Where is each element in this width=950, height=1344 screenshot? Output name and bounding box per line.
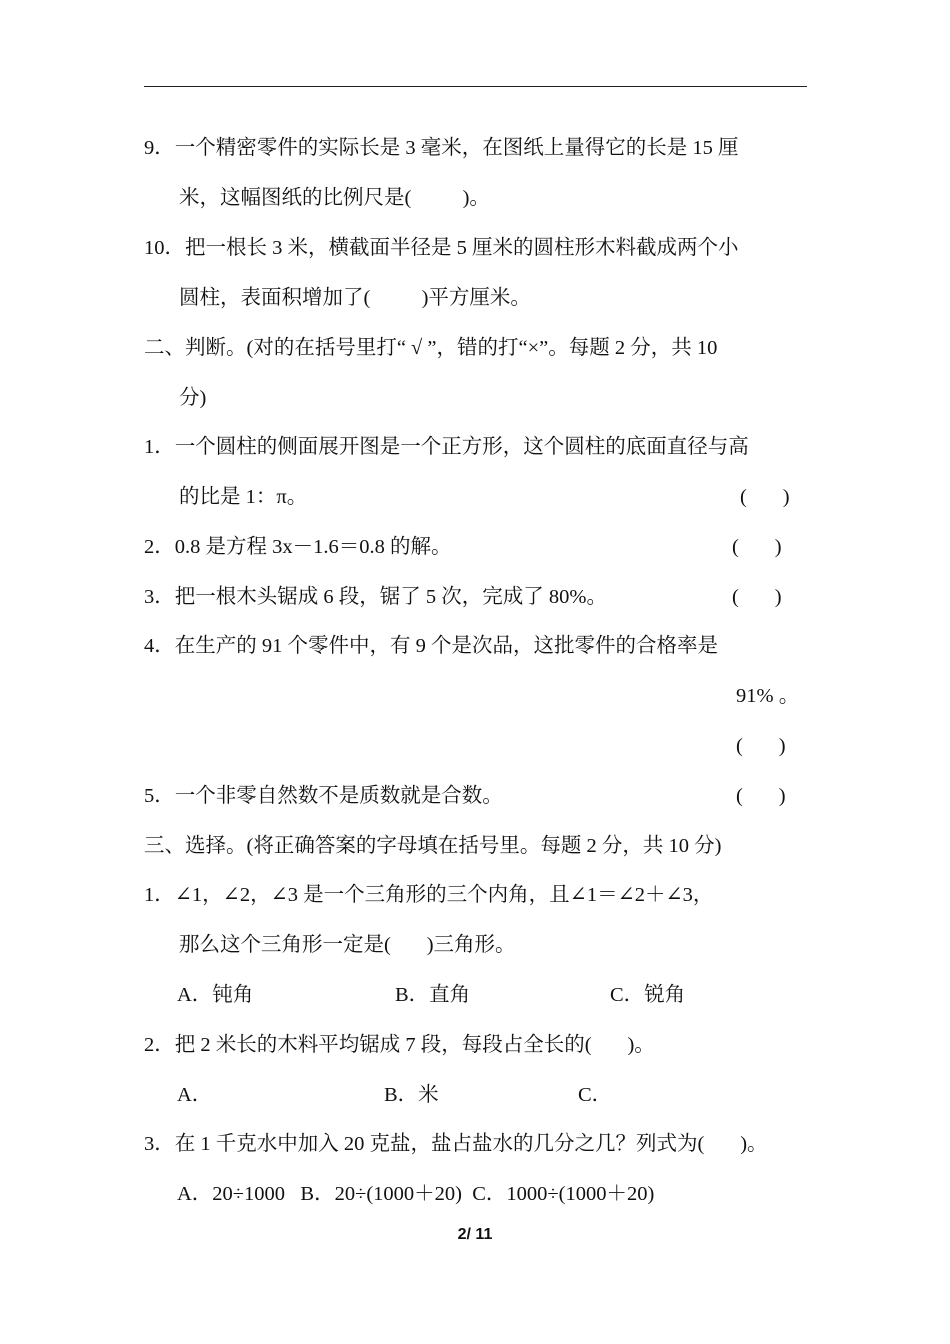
mc2-option-b[interactable]: B．米 [384, 1084, 439, 1106]
tf4-line2: 91% 。 [736, 685, 800, 707]
mc3-options[interactable]: A．20÷1000 B．20÷(1000＋20) C．1000÷(1000＋20) [177, 1183, 655, 1205]
tf5-answer-paren[interactable]: ( ) [736, 785, 786, 807]
tf3-answer-paren[interactable]: ( ) [732, 586, 782, 608]
tf1-line1: 1．一个圆柱的侧面展开图是一个正方形，这个圆柱的底面直径与高 [144, 436, 749, 458]
tf3-line1: 3．把一根木头锯成 6 段，锯了 5 次，完成了 80%。 [144, 586, 607, 608]
mc2-option-a[interactable]: A． [177, 1084, 213, 1106]
tf1-answer-paren[interactable]: ( ) [740, 486, 790, 508]
mc1-option-b[interactable]: B．直角 [395, 984, 471, 1006]
q10-line2: 圆柱，表面积增加了( )平方厘米。 [179, 287, 531, 309]
mc1-line1: 1．∠1，∠2，∠3 是一个三角形的三个内角，且∠1＝∠2＋∠3， [144, 884, 714, 906]
q10-line1: 10．把一根长 3 米，横截面半径是 5 厘米的圆柱形木料截成两个小 [144, 237, 739, 259]
mc3-line1: 3．在 1 千克水中加入 20 克盐，盐占盐水的几分之几？列式为( )。 [144, 1133, 768, 1155]
mc1-option-a[interactable]: A．钝角 [177, 984, 254, 1006]
section2-heading-line1: 二、判断。(对的在括号里打“ √ ”，错的打“×”。每题 2 分，共 10 [144, 337, 718, 359]
tf5-line1: 5．一个非零自然数不是质数就是合数。 [144, 785, 503, 807]
mc2-option-c[interactable]: C． [578, 1084, 613, 1106]
q9-line1: 9．一个精密零件的实际长是 3 毫米，在图纸上量得它的长是 15 厘 [144, 137, 739, 159]
mc1-option-c[interactable]: C．锐角 [610, 984, 686, 1006]
tf4-answer-paren[interactable]: ( ) [736, 735, 786, 757]
page-number: 2/ 11 [457, 1226, 493, 1243]
mc2-line1: 2．把 2 米长的木料平均锯成 7 段，每段占全长的( )。 [144, 1034, 655, 1056]
header-rule [144, 86, 807, 87]
tf2-answer-paren[interactable]: ( ) [732, 536, 782, 558]
mc1-line2: 那么这个三角形一定是( )三角形。 [179, 934, 516, 956]
tf2-line1: 2．0.8 是方程 3x－1.6＝0.8 的解。 [144, 536, 452, 558]
section2-heading-line2: 分) [179, 387, 207, 409]
tf1-line2: 的比是 1：π。 [179, 486, 308, 508]
tf4-line1: 4．在生产的 91 个零件中，有 9 个是次品，这批零件的合格率是 [144, 635, 718, 657]
section3-heading: 三、选择。(将正确答案的字母填在括号里。每题 2 分，共 10 分) [144, 835, 722, 857]
q9-line2: 米，这幅图纸的比例尺是( )。 [179, 187, 490, 209]
